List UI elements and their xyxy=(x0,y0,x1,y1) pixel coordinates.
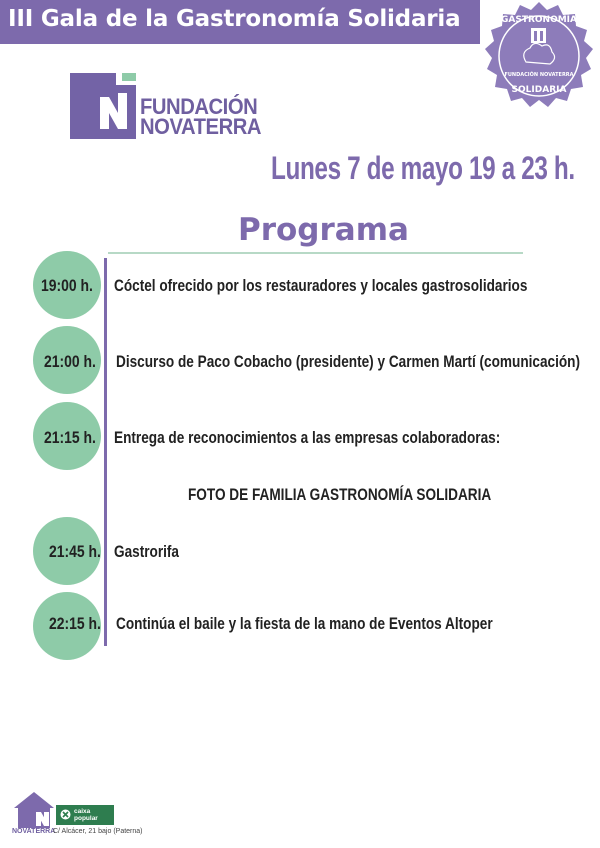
program-item-text: Discurso de Paco Cobacho (presidente) y Carmen Martí (comunicación) xyxy=(116,352,581,371)
time-label: 19:00 h. xyxy=(41,276,93,295)
timeline-line xyxy=(104,258,107,646)
caixa-wordmark xyxy=(74,808,98,822)
novaterra-n-icon xyxy=(70,73,136,139)
program-item-text: Continúa el baile y la fiesta de la mano de Eventos Altoper xyxy=(116,614,493,633)
footer-brand: NOVATERRA xyxy=(12,828,56,835)
seal-bottom-text: SOLIDARIA xyxy=(511,85,567,95)
seal-middle-text: FUNDACIÓN NOVATERRA xyxy=(504,72,574,78)
time-label: 22:15 h. xyxy=(49,614,101,633)
caixa-line-1: caixa xyxy=(74,808,91,815)
caixa-line-2: popular xyxy=(74,815,98,822)
house-logo-icon xyxy=(12,790,56,830)
caixa-emblem-icon xyxy=(60,809,71,820)
gastronomia-solidaria-seal-icon xyxy=(478,0,600,118)
logo-line-2: NOVATERRA xyxy=(140,114,262,139)
logo-wordmark xyxy=(140,94,262,139)
page-title: III Gala de la Gastronomía Solidaria xyxy=(8,6,461,32)
program-item-text: Entrega de reconocimientos a las empresas colaboradoras: xyxy=(114,428,501,447)
logo-line-1: FUNDACIÓN xyxy=(140,94,258,119)
title-banner xyxy=(0,0,480,44)
program-item-text: Cóctel ofrecido por los restauradores y locales gastrosolidarios xyxy=(114,276,528,295)
event-date: Lunes 7 de mayo 19 a 23 h. xyxy=(271,150,575,186)
program-item-text: Gastrorifa xyxy=(114,542,179,561)
fundacion-novaterra-logo xyxy=(70,73,280,143)
footer-address: C/ Alcácer, 21 bajo (Paterna) xyxy=(53,828,143,835)
heading-divider xyxy=(108,252,523,254)
photo-note: FOTO DE FAMILIA GASTRONOMÍA SOLIDARIA xyxy=(188,485,492,504)
time-label: 21:00 h. xyxy=(44,352,96,371)
program-heading: Programa xyxy=(238,212,409,248)
seal-top-text: GASTRONOMÍA xyxy=(500,15,578,25)
time-label: 21:45 h. xyxy=(49,542,101,561)
caixa-popular-logo xyxy=(56,805,114,825)
time-label: 21:15 h. xyxy=(44,428,96,447)
